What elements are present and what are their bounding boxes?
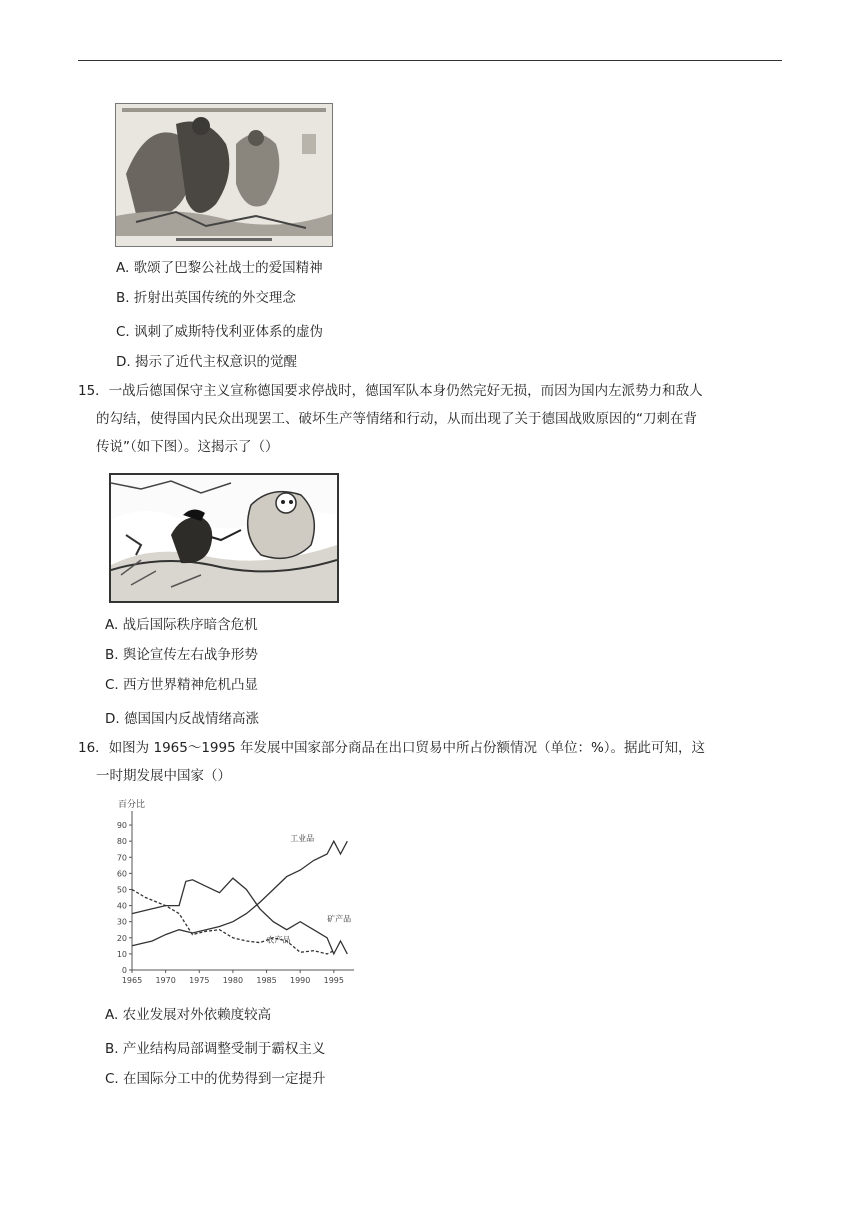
y-tick-label: 90 [116, 821, 127, 831]
y-tick-label: 50 [116, 885, 127, 895]
cartoon-image-q15 [109, 473, 339, 603]
y-tick-label: 30 [116, 917, 127, 927]
y-tick-label: 60 [116, 869, 127, 879]
question-15-line-3: 传说”（如下图）。这揭示了（） [96, 439, 279, 455]
q16-option-c: C. 在国际分工中的优势得到一定提升 [105, 1071, 326, 1087]
x-tick-label: 1990 [290, 976, 311, 985]
q14-option-b: B. 折射出英国传统的外交理念 [116, 290, 296, 306]
y-tick-label: 80 [116, 837, 127, 847]
y-tick-label: 10 [116, 949, 127, 959]
y-tick-label: 70 [116, 853, 127, 863]
x-tick-label: 1980 [222, 976, 244, 985]
q16-option-b: B. 产业结构局部调整受制于霸权主义 [105, 1041, 326, 1057]
stab-in-back-cartoon [111, 475, 337, 601]
y-tick-label: 0 [121, 966, 127, 975]
cartoon-sketch-q14 [116, 104, 332, 246]
header-rule [78, 60, 782, 61]
x-tick-label: 1965 [121, 976, 143, 985]
q14-option-d: D. 揭示了近代主权意识的觉醒 [116, 354, 297, 370]
question-15-line-2: 的勾结，使得国内民众出现罢工、破坏生产等情绪和行动，从而出现了关于德国战败原因的“刀刺在背 [96, 411, 697, 427]
question-15-line-1: 一战后德国保守主义宣称德国要求停战时，德国军队本身仍然完好无损，而因为国内左派势力和敌人 [108, 383, 703, 399]
y-axis-title: 百分比 [118, 800, 146, 810]
q14-option-c: C. 讽刺了威斯特伐利亚体系的虚伪 [116, 324, 324, 340]
q15-option-b: B. 舆论宣传左右战争形势 [105, 647, 258, 663]
q16-option-a: A. 农业发展对外依赖度较高 [105, 1007, 272, 1023]
question-16-line-1: 如图为 1965～1995 年发展中国家部分商品在出口贸易中所占份额情况（单位：%）。据此可知，这 [108, 740, 706, 756]
x-tick-label: 1975 [189, 976, 210, 985]
question-15-stem [78, 377, 788, 461]
question-15-number: 15． [78, 383, 109, 399]
question-16-line-2: 一时期发展中国家（） [96, 768, 231, 784]
series-label-0: 工业品 [290, 834, 315, 844]
q15-option-c: C. 西方世界精神危机凸显 [105, 677, 259, 693]
cartoon-image-q14 [115, 103, 333, 247]
series-line-1 [132, 878, 347, 954]
q15-option-d: D. 德国国内反战情绪高涨 [105, 711, 259, 727]
series-label-1: 矿产品 [327, 914, 352, 924]
series-label-2: 农产品 [266, 935, 291, 945]
y-tick-label: 20 [116, 933, 127, 943]
x-tick-label: 1970 [155, 976, 176, 985]
q15-option-a: A. 战后国际秩序暗含危机 [105, 617, 258, 633]
export-share-chart [108, 795, 378, 1000]
q14-option-a: A. 歌颂了巴黎公社战士的爱国精神 [116, 260, 323, 276]
x-tick-label: 1995 [323, 976, 344, 985]
y-tick-label: 40 [116, 901, 127, 911]
question-16-number: 16． [78, 740, 109, 756]
x-tick-label: 1985 [256, 976, 277, 985]
export-share-chart-svg [108, 795, 378, 1000]
question-16-stem [78, 734, 788, 790]
